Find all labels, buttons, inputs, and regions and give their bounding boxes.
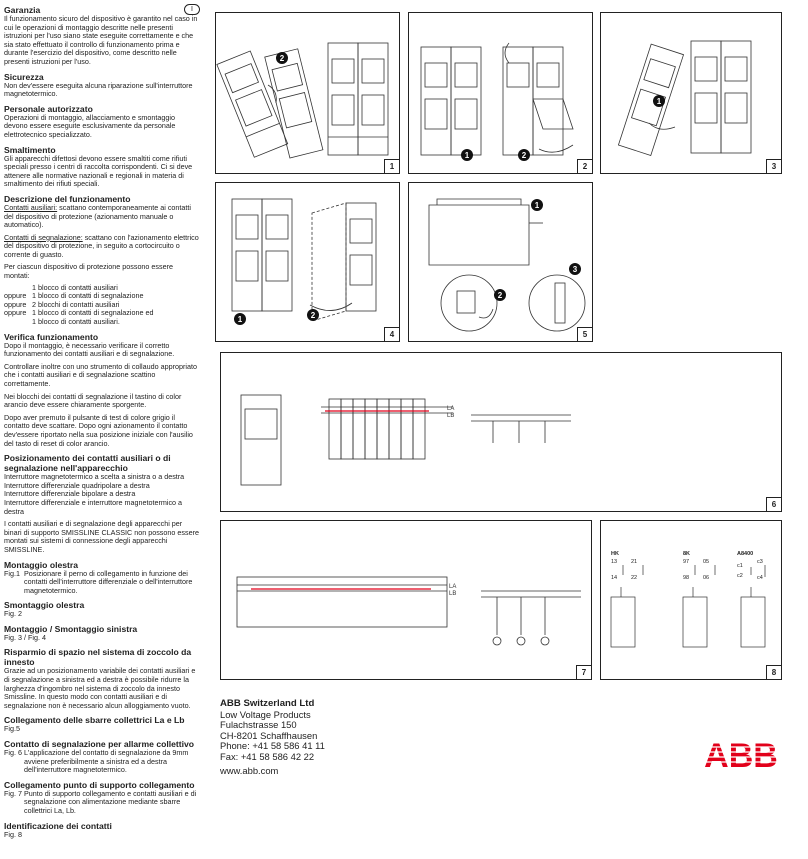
terminal-label: 22 [631, 575, 638, 581]
busbar-lb-label: LB [449, 591, 457, 597]
section-title: Garanzia [4, 4, 41, 15]
figure-number: 1 [384, 159, 399, 173]
callout-label: 2 [279, 54, 285, 63]
section-text: Operazioni di montaggio, allacciamento e smontaggio devono essere eseguite esclusivamente da personale elettrotecnico specializzato. [4, 112, 176, 139]
hk-label: HK [611, 551, 619, 557]
a8400-label: A8400 [737, 551, 754, 557]
contact-identification-drawing [601, 521, 781, 679]
section-title: Identificazione dei contatti [4, 820, 112, 831]
figure-1 [215, 12, 400, 174]
combo-text: 1 blocco di contatti di segnalazione [32, 291, 144, 301]
section-title: Montaggio olestra [4, 559, 79, 570]
street: Fulachstrasse 150 [220, 719, 297, 731]
combo-text: 1 blocco di contatti ausiliari. [32, 317, 120, 327]
dismount-olestra-drawing [409, 13, 592, 173]
support-connection-drawing [221, 521, 591, 679]
section-personale [4, 104, 200, 140]
section-text: Grazie ad un posizionamento variabile dei contatti ausiliari e di segnalazione a sinistra ed a destra è possibile ridurre la larghezza d'ingombro nel sistema di zoccolo da innesto Smissline. In questo modo con contatti ausiliari e di segnalazione non è necessario alcun alloggiamento vuoto. [4, 666, 196, 710]
terminal-label: 98 [683, 575, 690, 581]
section-title: Collegamento delle sbarre collettrici La e Lb [4, 715, 185, 726]
combo-text: 1 blocco di contatti di segnalazione ed [32, 308, 154, 318]
section-text: Gli apparecchi difettosi devono essere smaltiti come rifiuti speciali presso i centri di raccolta corrispondenti. Ci si deve attenere alle normative nazionali e regionali in materia di smaltimento dei rifiuti speciali. [4, 153, 193, 189]
section-collegamento-sbarre [4, 715, 200, 734]
callout-label: 2 [310, 311, 316, 320]
aux-contacts-text [4, 204, 200, 230]
section-text: Dopo aver premuto il pulsante di test di colore grigio il contatto deve scattare. Dopo ogni azionamento il contatto dev'essere riportato nella sua posizione iniziale con l'ausilio del tasto di reset di color arancio. [4, 412, 193, 448]
section-identificazione [4, 821, 200, 840]
figure-number: 4 [384, 327, 399, 341]
section-text: Il funzionamento sicuro del dispositivo è garantito nel caso in cui le operazioni di montaggio descritte nelle presenti istruzioni per l'uso siano state eseguite correttamente e che sia stato effettuato il controllo di funzionamento prima e durante l'esercizio del dispositivo, come descritto nelle presenti istruzioni per l'uso. [4, 14, 198, 66]
callout-label: 2 [497, 291, 503, 300]
combo-text: 2 blocchi di contatti ausiliari [32, 299, 120, 309]
combo-prefix [4, 318, 32, 327]
section-descrizione [4, 194, 200, 327]
section-verifica [4, 332, 200, 449]
aux-contacts-label: Contatti ausiliari: [4, 202, 58, 212]
division: Low Voltage Products [220, 708, 311, 720]
sig-contacts-label: Contatti di segnalazione: [4, 232, 83, 242]
section-title: Posizionamento dei contatti ausiliari o di segnalazione nell'apparecchio [4, 453, 171, 474]
busbar-la-label: LA [449, 584, 457, 590]
position-line: Interruttore differenziale quadripolare a destra [4, 480, 150, 490]
section-smontaggio-olestra [4, 600, 200, 619]
terminal-label: 21 [631, 559, 638, 565]
sig-contacts-text [4, 234, 200, 260]
callout-label: 1 [237, 315, 243, 324]
terminal-label: 97 [683, 559, 690, 565]
section-title: Contatto di segnalazione per allarme collettivo [4, 739, 195, 750]
combo-row [4, 318, 200, 327]
section-title: Sicurezza [4, 71, 44, 82]
section-collegamento-punto [4, 780, 200, 816]
combo-text: 1 blocco di contatti ausiliari [32, 282, 118, 292]
fig-ref: Fig. 6 [4, 748, 22, 758]
section-garanzia [4, 4, 200, 67]
fig-ref: Fig. 2 [4, 609, 22, 619]
callout-label: 3 [572, 265, 578, 274]
figure-7 [220, 520, 592, 680]
terminal-label: c4 [757, 575, 763, 581]
section-montaggio-olestra [4, 560, 200, 596]
fax: Fax: +41 58 586 42 22 [220, 750, 315, 762]
figure-8 [600, 520, 782, 680]
combos-intro: Per ciascun dispositivo di protezione possono essere montati: [4, 262, 174, 281]
figure-number: 2 [577, 159, 592, 173]
address-block [220, 699, 520, 776]
position-line: Interruttore differenziale bipolare a destra [4, 489, 136, 499]
section-montaggio-sinistra [4, 624, 200, 643]
section-text: Controllare inoltre con uno strumento di collaudo appropriato che i contatti ausiliari e di segnalazione scattino correttamente. [4, 361, 197, 388]
figure-2 [408, 12, 593, 174]
phone: Phone: +41 58 586 41 11 [220, 740, 325, 752]
position-line: Interruttore differenziale e interruttore magnetotermico a destra [4, 497, 183, 516]
fig-ref: Fig. 8 [4, 829, 22, 839]
section-title: Descrizione del funzionamento [4, 193, 131, 204]
busbar-lb-label: LB [447, 413, 455, 419]
section-text: L'applicazione del contatto di segnalazione da 9mm avviene preferibilmente a sinistra ed a destra dell'interruttore magnetotermico. [24, 748, 189, 775]
callout-label: 2 [521, 151, 527, 160]
section-title: Smaltimento [4, 144, 56, 155]
terminal-label: 05 [703, 559, 710, 565]
terminal-label: 14 [611, 575, 618, 581]
figure-number: 3 [766, 159, 781, 173]
section-title: Montaggio / Smontaggio sinistra [4, 623, 138, 634]
logo-text: ABB [704, 738, 778, 770]
section-text: Punto di supporto collegamento e contatti ausiliari e di segnalazione con alimentazione mediante sbarre collettrici La, Lb. [24, 788, 197, 815]
section-note: I contatti ausiliari e di segnalazione degli apparecchi per binari di supporto SMISSLINE CLASSIC non possono essere montati sui sistemi di connessione degli apparecchi SMISSLINE. [4, 519, 199, 554]
callout-label: 1 [464, 151, 470, 160]
instructions-column [4, 4, 200, 839]
position-line: Interruttore magnetotermico a scelta a sinistra o a destra [4, 472, 185, 482]
city: CH-8201 Schaffhausen [220, 729, 318, 741]
fig-ref: Fig.1 [4, 568, 20, 578]
combo-list [4, 284, 200, 327]
figure-4 [215, 182, 400, 342]
combo-prefix: oppure [4, 308, 27, 318]
section-sicurezza [4, 72, 200, 99]
section-text: Non dev'essere eseguita alcuna riparazione sull'interruttore magnetotermico. [4, 80, 193, 99]
callout-label: 1 [656, 97, 662, 106]
terminal-label: c1 [737, 563, 743, 569]
section-contatto-allarme [4, 739, 200, 775]
dismount-left-drawing [216, 183, 399, 341]
figure-number: 5 [577, 327, 592, 341]
mount-left-drawing [601, 13, 781, 173]
section-text: Nei blocchi dei contatti di segnalazione il tastino di color arancio deve essere chiaramente sporgente. [4, 391, 182, 410]
company-name: ABB Switzerland Ltd [220, 698, 315, 709]
section-posizionamento [4, 453, 200, 554]
figure-5 [408, 182, 593, 342]
figure-6 [220, 352, 782, 512]
section-smaltimento [4, 145, 200, 189]
section-risparmio [4, 647, 200, 710]
busbar-connection-drawing [409, 183, 592, 341]
section-title: Collegamento punto di supporto collegamento [4, 779, 195, 790]
section-title: Verifica funzionamento [4, 331, 99, 342]
section-title: Risparmio di spazio nel sistema di zoccolo da innesto [4, 647, 192, 668]
sig-contacts-desc: scattano con l'azionamento elettrico del dispositivo di protezione, in seguito a cortocircuito o corrente di guasto. [4, 232, 199, 259]
figure-3 [600, 12, 782, 174]
mount-olestra-drawing [216, 13, 399, 173]
fig-ref: Fig. 3 / Fig. 4 [4, 632, 46, 642]
figure-number: 8 [766, 665, 781, 679]
busbar-la-label: LA [447, 406, 455, 412]
language-badge: I [184, 4, 200, 15]
abb-logo [703, 738, 779, 770]
terminal-label: 13 [611, 559, 618, 565]
fig-ref: Fig.5 [4, 724, 20, 734]
collective-alarm-drawing [221, 353, 781, 511]
terminal-label: c3 [757, 559, 763, 565]
combo-prefix: oppure [4, 299, 27, 309]
section-text: Posizionare il perno di collegamento in funzione dei contatti dell'interruttore differenziale o dell'interruttore magnetotermico. [24, 568, 193, 595]
figure-number: 7 [576, 665, 591, 679]
figure-number: 6 [766, 497, 781, 511]
8k-label: 8K [683, 551, 691, 557]
terminal-label: 06 [703, 575, 710, 581]
website: www.abb.com [220, 764, 279, 776]
section-title: Smontaggio olestra [4, 600, 85, 611]
aux-contacts-desc: scattano contemporaneamente ai contatti del dispositivo di protezione (azionamento manuale o automatico). [4, 202, 191, 230]
section-text: Dopo il montaggio, è necessario verificare il corretto funzionamento dei contatti ausiliari e di segnalazione. [4, 340, 175, 359]
terminal-label: c2 [737, 573, 743, 579]
fig-ref: Fig. 7 [4, 788, 22, 798]
combo-prefix: oppure [4, 291, 27, 301]
section-title: Personale autorizzato [4, 103, 93, 114]
callout-label: 1 [534, 201, 540, 210]
